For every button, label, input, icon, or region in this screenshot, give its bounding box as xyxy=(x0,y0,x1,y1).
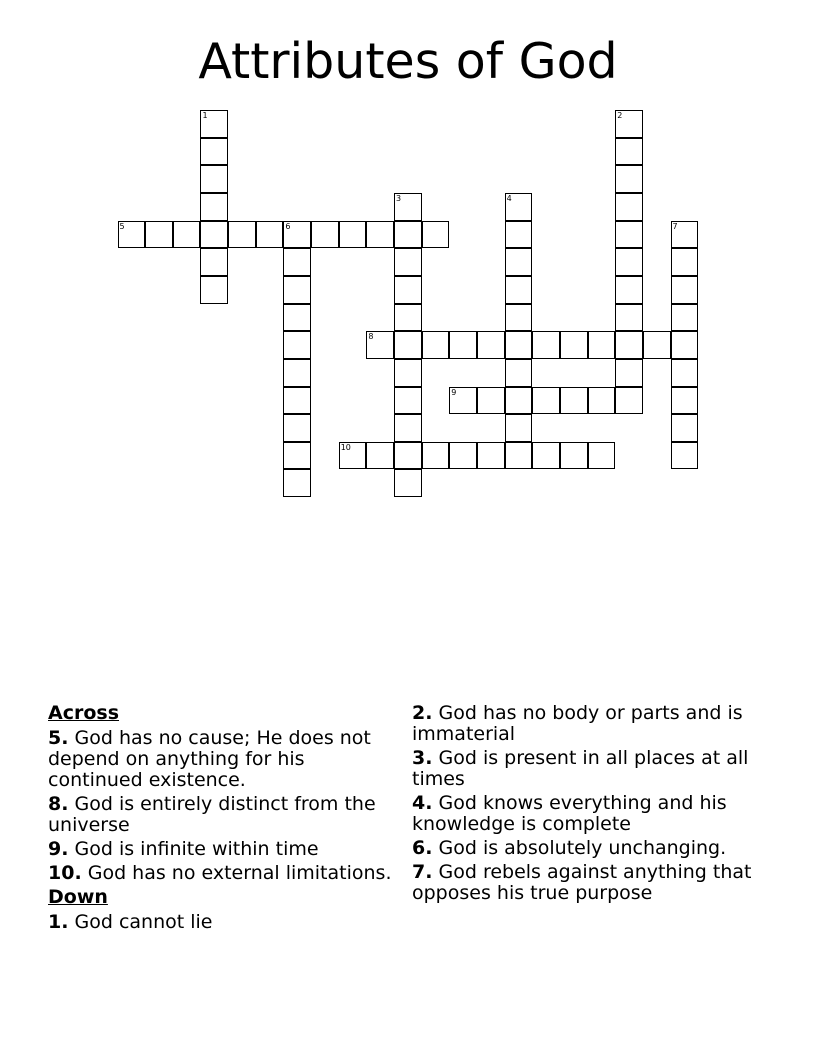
clue-number-label: 10 xyxy=(340,442,351,452)
clue-text: God is entirely distinct from the universe xyxy=(48,793,376,836)
grid-cell[interactable] xyxy=(283,304,311,332)
clue-across-10 xyxy=(48,863,393,884)
clue-text: God is infinite within time xyxy=(74,838,319,860)
clue-text: God has no cause; He does not depend on anything for his continued existence. xyxy=(48,727,371,791)
grid-cell[interactable] xyxy=(200,221,228,249)
grid-cell[interactable] xyxy=(118,221,146,249)
clue-number: 7. xyxy=(412,861,433,883)
grid-cell[interactable] xyxy=(588,442,616,470)
clue-number-label: 4 xyxy=(506,193,512,203)
grid-cell[interactable] xyxy=(615,193,643,221)
grid-cell[interactable] xyxy=(532,387,560,415)
clue-text: God rebels against anything that opposes his true purpose xyxy=(412,861,752,904)
grid-cell[interactable] xyxy=(588,387,616,415)
grid-cell[interactable] xyxy=(505,304,533,332)
grid-cell[interactable] xyxy=(283,442,311,470)
clue-text: God is present in all places at all times xyxy=(412,747,749,790)
grid-cell[interactable] xyxy=(671,414,699,442)
down-heading: Down xyxy=(48,886,108,908)
clue-down-7 xyxy=(412,862,752,904)
clue-number-label: 6 xyxy=(285,221,291,231)
grid-cell[interactable] xyxy=(671,304,699,332)
grid-cell[interactable] xyxy=(283,359,311,387)
grid-cell[interactable] xyxy=(560,442,588,470)
clue-number-label: 8 xyxy=(368,332,374,342)
grid-cell[interactable] xyxy=(449,331,477,359)
clue-number: 5. xyxy=(48,727,69,749)
grid-cell[interactable] xyxy=(505,331,533,359)
grid-cell[interactable] xyxy=(615,110,643,138)
grid-cell[interactable] xyxy=(477,442,505,470)
grid-cell[interactable] xyxy=(615,276,643,304)
clue-text: God is absolutely unchanging. xyxy=(438,837,727,859)
grid-cell[interactable] xyxy=(394,304,422,332)
grid-cell[interactable] xyxy=(505,442,533,470)
grid-cell[interactable] xyxy=(615,165,643,193)
grid-cell[interactable] xyxy=(200,193,228,221)
clue-number: 9. xyxy=(48,838,69,860)
clue-number-label: 1 xyxy=(202,111,208,120)
clue-across-8 xyxy=(48,794,393,836)
grid-cell[interactable] xyxy=(671,359,699,387)
clue-number-label: 2 xyxy=(617,111,623,120)
grid-cell[interactable] xyxy=(228,221,256,249)
clue-down-4 xyxy=(412,793,752,835)
grid-cell[interactable] xyxy=(477,387,505,415)
clues-column-left xyxy=(48,703,393,936)
grid-cell[interactable] xyxy=(339,221,367,249)
crossword-grid xyxy=(0,0,816,520)
clue-across-5 xyxy=(48,728,393,791)
grid-cell[interactable] xyxy=(615,221,643,249)
grid-cell[interactable] xyxy=(505,193,533,221)
grid-cell[interactable] xyxy=(283,248,311,276)
grid-cell[interactable] xyxy=(505,248,533,276)
grid-cell[interactable] xyxy=(615,331,643,359)
grid-cell[interactable] xyxy=(394,414,422,442)
grid-cell[interactable] xyxy=(200,110,228,138)
grid-cell[interactable] xyxy=(200,248,228,276)
grid-cell[interactable] xyxy=(366,221,394,249)
clue-number: 8. xyxy=(48,793,69,815)
clue-down-1 xyxy=(48,912,393,933)
grid-cell[interactable] xyxy=(422,442,450,470)
clue-number-label: 5 xyxy=(119,221,125,231)
clue-text: God cannot lie xyxy=(74,911,213,933)
grid-cell[interactable] xyxy=(449,387,477,415)
grid-cell[interactable] xyxy=(532,442,560,470)
clue-number: 4. xyxy=(412,792,433,814)
grid-cell[interactable] xyxy=(588,331,616,359)
grid-cell[interactable] xyxy=(615,359,643,387)
grid-cell[interactable] xyxy=(283,387,311,415)
grid-cell[interactable] xyxy=(532,331,560,359)
clue-number: 2. xyxy=(412,702,433,724)
clue-number-label: 9 xyxy=(451,387,457,397)
grid-cell[interactable] xyxy=(173,221,201,249)
grid-cell[interactable] xyxy=(671,276,699,304)
grid-cell[interactable] xyxy=(283,414,311,442)
grid-cell[interactable] xyxy=(200,276,228,304)
grid-cell[interactable] xyxy=(671,331,699,359)
grid-cell[interactable] xyxy=(615,248,643,276)
grid-cell[interactable] xyxy=(505,221,533,249)
clue-number: 10. xyxy=(48,862,82,884)
grid-cell[interactable] xyxy=(505,276,533,304)
clue-number-label: 7 xyxy=(672,221,678,231)
grid-cell[interactable] xyxy=(394,469,422,497)
grid-cell[interactable] xyxy=(394,221,422,249)
grid-cell[interactable] xyxy=(394,387,422,415)
grid-cell[interactable] xyxy=(339,442,367,470)
grid-cell[interactable] xyxy=(671,442,699,470)
grid-cell[interactable] xyxy=(145,221,173,249)
grid-cell[interactable] xyxy=(394,276,422,304)
grid-cell[interactable] xyxy=(671,387,699,415)
grid-cell[interactable] xyxy=(671,221,699,249)
grid-cell[interactable] xyxy=(311,221,339,249)
grid-cell[interactable] xyxy=(671,248,699,276)
clue-down-6 xyxy=(412,838,752,859)
clue-down-2 xyxy=(412,703,752,745)
clues-column-right xyxy=(412,703,752,907)
grid-cell[interactable] xyxy=(394,193,422,221)
grid-cell[interactable] xyxy=(200,165,228,193)
grid-cell[interactable] xyxy=(615,387,643,415)
grid-cell[interactable] xyxy=(477,331,505,359)
puzzle-title: Attributes of God xyxy=(198,33,618,90)
grid-cell[interactable] xyxy=(283,276,311,304)
grid-cell[interactable] xyxy=(615,138,643,166)
grid-cell[interactable] xyxy=(505,359,533,387)
clue-number: 6. xyxy=(412,837,433,859)
grid-cell[interactable] xyxy=(283,221,311,249)
grid-cell[interactable] xyxy=(422,331,450,359)
grid-cell[interactable] xyxy=(283,469,311,497)
clue-number-label: 3 xyxy=(396,193,402,203)
grid-cell[interactable] xyxy=(505,414,533,442)
grid-cell[interactable] xyxy=(394,248,422,276)
clue-text: God knows everything and his knowledge is complete xyxy=(412,792,727,835)
clue-text: God has no body or parts and is immaterial xyxy=(412,702,743,745)
grid-cell[interactable] xyxy=(643,331,671,359)
grid-cell[interactable] xyxy=(283,331,311,359)
grid-cell[interactable] xyxy=(560,331,588,359)
grid-cell[interactable] xyxy=(505,387,533,415)
grid-cell[interactable] xyxy=(394,331,422,359)
clue-number: 1. xyxy=(48,911,69,933)
clue-text: God has no external limitations. xyxy=(87,862,392,884)
grid-cell[interactable] xyxy=(366,331,394,359)
grid-cell[interactable] xyxy=(449,442,477,470)
clue-number: 3. xyxy=(412,747,433,769)
clue-across-9 xyxy=(48,839,393,860)
grid-cell[interactable] xyxy=(422,221,450,249)
clue-down-3 xyxy=(412,748,752,790)
grid-cell[interactable] xyxy=(200,138,228,166)
grid-cell[interactable] xyxy=(615,304,643,332)
grid-cell[interactable] xyxy=(394,359,422,387)
grid-cell[interactable] xyxy=(560,387,588,415)
grid-cell[interactable] xyxy=(394,442,422,470)
across-heading: Across xyxy=(48,702,120,724)
grid-cell[interactable] xyxy=(366,442,394,470)
grid-cell[interactable] xyxy=(256,221,284,249)
